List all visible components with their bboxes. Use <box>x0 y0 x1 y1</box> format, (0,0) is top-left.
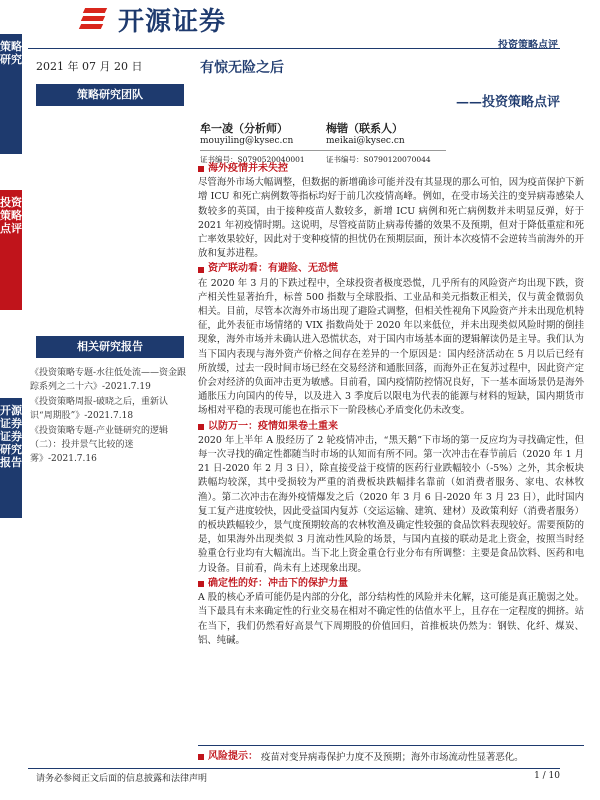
header-doc-type: 投资策略点评 <box>498 40 558 51</box>
section-heading: 资产联动看：有避险、无恐慌 <box>198 262 584 276</box>
section-body: 2020 年上半年 A 股经历了 2 轮疫情冲击，“黑天鹅”下市场的第一反应均为寻找确定性，但每一次寻找的确定性都随当时市场的认知而有所不同。第一次冲击在春节前后（2020 年 1 月 21 日-2020 年 2 月 3 日），除直接受益于疫情的医药行业跌幅较小（-5%）之外，其余板块跌幅均较深，其中受损较为严重的消费板块跌幅排名靠前（如消费者服务、家电、农林牧渔）。第二次冲击在海外疫情爆发之后（2020 年 3 月 6 日-2020 年 3 月 23 日），此时国内复工复产进度较快，因此受益国内复苏（交运运输、建筑、建材）及政策利好（消费者服务）的板块跌幅较少，景气度预期较高的农林牧渔及确定性较强的食品饮料表现较好。需要预防的是，如果海外出现类似 3 月流动性风险的场景，与国内直接的联动是北上资金，按照当时经验重仓行业均有大幅流出。当下北上资金重仓行业分布有所调整：主要是食品饮料、医药和电力设备。目前看，尚未有上述现象出现。 <box>198 434 584 574</box>
brand-mark-icon <box>78 4 112 34</box>
analyst-card <box>200 122 330 166</box>
section-body: 尽管海外市场大幅调整，但数据的新增确诊可能并没有其显现的那么可怕，因为疫苗保护下新增 ICU 和死亡病例数等指标均好于前几次疫情高峰。例如，在受市场关注的变异病毒感染人数较多的英国，由于接种疫苗人数较多，新增 ICU 病例和死亡病例数并未明显反弹，好于 2021 年初疫情时期。这说明，尽管疫苗防止病毒传播的效果不及预期，但对于降低重症和死亡率效果较好，因此对于变种疫情的担忧仍在预期层面，预计本次疫情不会逆转当前海外的开放和复苏进程。 <box>198 177 584 260</box>
section <box>198 420 584 576</box>
risk-warning <box>198 750 584 765</box>
section <box>198 162 584 261</box>
analyst-cert: 证书编号：S0790120070044 <box>326 150 446 166</box>
bullet-icon <box>198 581 204 587</box>
brand-name: 开源证券 <box>118 6 227 37</box>
report-body <box>198 162 584 649</box>
brand-logo <box>78 2 226 36</box>
section <box>198 577 584 648</box>
related-reports-title: 相关研究报告 <box>36 336 184 358</box>
section-heading: 海外疫情并未失控 <box>198 162 584 176</box>
analyst-card <box>326 122 446 166</box>
analyst-email[interactable]: mouyiling@kysec.cn <box>200 136 294 146</box>
risk-divider <box>198 745 584 746</box>
analyst-cert: 证书编号：S0790520040001 <box>200 150 330 166</box>
footer-disclaimer: 请务必参阅正文后面的信息披露和法律声明 <box>36 774 208 784</box>
section <box>198 262 584 418</box>
bullet-icon <box>198 267 204 273</box>
side-label-type: 投资策略点评 <box>0 190 22 310</box>
related-reports-list <box>30 366 188 467</box>
page-title: 有惊无险之后 <box>200 60 284 76</box>
related-report-link[interactable]: 《投资策略周报-破晓之后，重新认识“周期股”》-2021.7.18 <box>30 397 169 421</box>
side-label-firm: 开源证券 证券研究报告 <box>0 398 22 518</box>
risk-label: 风险提示： <box>198 750 258 764</box>
bullet-icon <box>198 166 204 172</box>
page-subtitle: ——投资策略点评 <box>455 95 560 110</box>
section-heading: 确定性的好：冲击下的保护力量 <box>198 577 584 591</box>
related-report-link[interactable]: 《投资策略专题-产业链研究的逻辑（二）：投并景气比较的迷雾》-2021.7.16 <box>30 426 169 464</box>
related-report-link[interactable]: 《投资策略专题-水往低处流——资金跟踪系列之二十六》-2021.7.19 <box>30 368 187 392</box>
analyst-email[interactable]: meikai@kysec.cn <box>326 136 405 146</box>
analyst-name: 牟一凌（分析师） <box>200 122 288 135</box>
header-divider <box>28 48 560 49</box>
risk-text: 疫苗对变异病毒保护力度不及预期；海外市场流动性显著恶化。 <box>260 752 524 763</box>
section-body: 在 2020 年 3 月的下跌过程中，全球投资者极度恐慌，几乎所有的风险资产均出现下跌，资产相关性显著抬升，标普 500 指数与全球股指、工业品和美元指数正相关，仅与黄金微弱负相关。目前，尽管本次海外市场出现了避险式调整，但相关性视角下风险资产并未出现危机特征，此外表征市场情绪的 VIX 指数尚处于 2020 年以来低位，并未出现类似风险时期的倒挂现象，海外市场并未确认进入恐慌状态，对于国内市场基本面的逻辑解读仍是主导。我们认为当下国内表现与海外资产价格之间存在差异的一个原因是：国内经济活动在 5 月以后已经有所放缓，过去一段时间市场已经在交易经济和通胀回落，而海外正在复苏过程中，因此资产定价会对经济的负面冲击更为敏感。目前看，国内疫情防控情况良好，下一基本面场景仍是海外通胀压力向国内的传导，以及进入 3 季度后以限电为代表的能源与材料的短缺，国内期货市场相对平稳的表现可能也在指示下一阶段核心矛盾变化仍未改变。 <box>198 277 584 417</box>
bullet-icon <box>198 754 204 760</box>
section-heading: 以防万一：疫情如果卷土重来 <box>198 420 584 434</box>
report-date: 2021 年 07 月 20 日 <box>36 60 143 73</box>
page-number: 1 / 10 <box>534 771 560 781</box>
team-badge: 策略研究团队 <box>36 84 184 106</box>
footer-divider <box>28 768 560 769</box>
side-label-strategy: 策略研究 <box>0 34 22 154</box>
bullet-icon <box>198 424 204 430</box>
analyst-name: 梅锴（联系人） <box>326 122 403 135</box>
section-body: A 股的核心矛盾可能仍是内部的分化，部分结构性的风险并未化解，这可能是真正脆弱之处。当下最具有未来确定性的行业交易在相对不确定性的估值水平上，且存在一定程度的拥挤。站在当下，我们仍然看好高景气下周期股的价值回归，首推板块仍然为：钢铁、化纤、煤炭、铝、纯碱。 <box>198 592 584 646</box>
